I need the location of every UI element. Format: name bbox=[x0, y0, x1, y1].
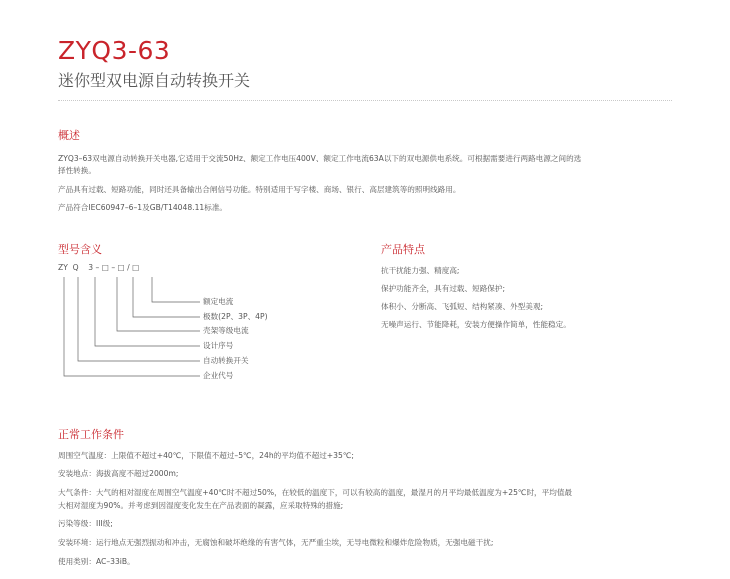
condition-pollution: 污染等级：III级; bbox=[58, 519, 113, 528]
feature-item: 体积小、分断高、飞弧短、结构紧凑、外型美观; bbox=[381, 302, 544, 311]
feature-item: 抗干扰能力强、精度高; bbox=[381, 266, 460, 275]
model-label-frame-current: 壳架等级电流 bbox=[203, 326, 249, 335]
overview-paragraph-1-line-1: ZYQ3–63双电源自动转换开关电器,它适用于交流50Hz、额定工作电压400V、额定工作电流63A以下的双电源供电系统。可根据需要进行两路电源之间的选 bbox=[58, 154, 582, 163]
condition-atmosphere-line-1: 大气条件：大气的相对湿度在周围空气温度+40℃时不超过50%，在较低的温度下，可以有较高的温度，最湿月的月平均最低温度为+25℃时，平均值最 bbox=[58, 488, 573, 497]
model-label-company-code: 企业代号 bbox=[203, 371, 234, 380]
leader-line-auto-switch bbox=[78, 277, 200, 361]
condition-environment: 安装环境：运行地点无强烈振动和冲击，无腐蚀和破坏绝缘的有害气体，无严重尘埃，无导电微粒和爆炸危险物质，无强电磁干扰; bbox=[58, 538, 494, 547]
overview-heading: 概述 bbox=[58, 129, 80, 142]
feature-item: 无噪声运行、节能降耗，安装方便操作简单，性能稳定。 bbox=[381, 320, 571, 329]
page-subtitle: 迷你型双电源自动转换开关 bbox=[58, 71, 251, 90]
leader-line-rated-current bbox=[152, 277, 200, 302]
overview-paragraph-2: 产品具有过载、短路功能，同时还具备输出合闸信号功能。特别适用于写字楼、商场、银行、高层建筑等的照明线路用。 bbox=[58, 185, 461, 194]
feature-item: 保护功能齐全，具有过载、短路保护; bbox=[381, 284, 506, 293]
model-label-auto-switch: 自动转换开关 bbox=[203, 356, 249, 365]
overview-paragraph-1-line-2: 择性转换。 bbox=[58, 166, 96, 175]
model-code: ZY Q 3 – □ – □ / □ bbox=[58, 263, 140, 272]
conditions-heading: 正常工作条件 bbox=[58, 428, 124, 441]
condition-atmosphere-line-2: 大相对湿度为90%。并考虑到因湿度变化发生在产品表面的凝露，应采取特殊的措施; bbox=[58, 501, 344, 510]
header-divider bbox=[58, 100, 672, 101]
condition-altitude: 安装地点：海拔高度不超过2000m; bbox=[58, 469, 179, 478]
condition-usage-category: 使用类别：AC–33iB。 bbox=[58, 557, 135, 566]
leader-line-frame-current bbox=[117, 277, 200, 331]
leader-line-company-code bbox=[64, 277, 200, 376]
leader-line-poles bbox=[133, 277, 200, 317]
model-heading: 型号含义 bbox=[58, 243, 102, 256]
model-label-poles: 极数(2P、3P、4P) bbox=[203, 312, 268, 321]
leader-line-design-no bbox=[95, 277, 200, 346]
features-list bbox=[381, 262, 571, 334]
condition-temperature: 周围空气温度：上限值不超过+40℃，下限值不超过–5℃，24h的平均值不超过+35℃; bbox=[58, 451, 354, 460]
overview-paragraph-3: 产品符合IEC60947–6–1及GB/T14048.11标准。 bbox=[58, 203, 228, 212]
features-heading: 产品特点 bbox=[381, 243, 425, 256]
model-label-design-no: 设计序号 bbox=[203, 341, 234, 350]
model-label-rated-current: 额定电流 bbox=[203, 297, 234, 306]
page-title: ZYQ3-63 bbox=[58, 36, 171, 65]
